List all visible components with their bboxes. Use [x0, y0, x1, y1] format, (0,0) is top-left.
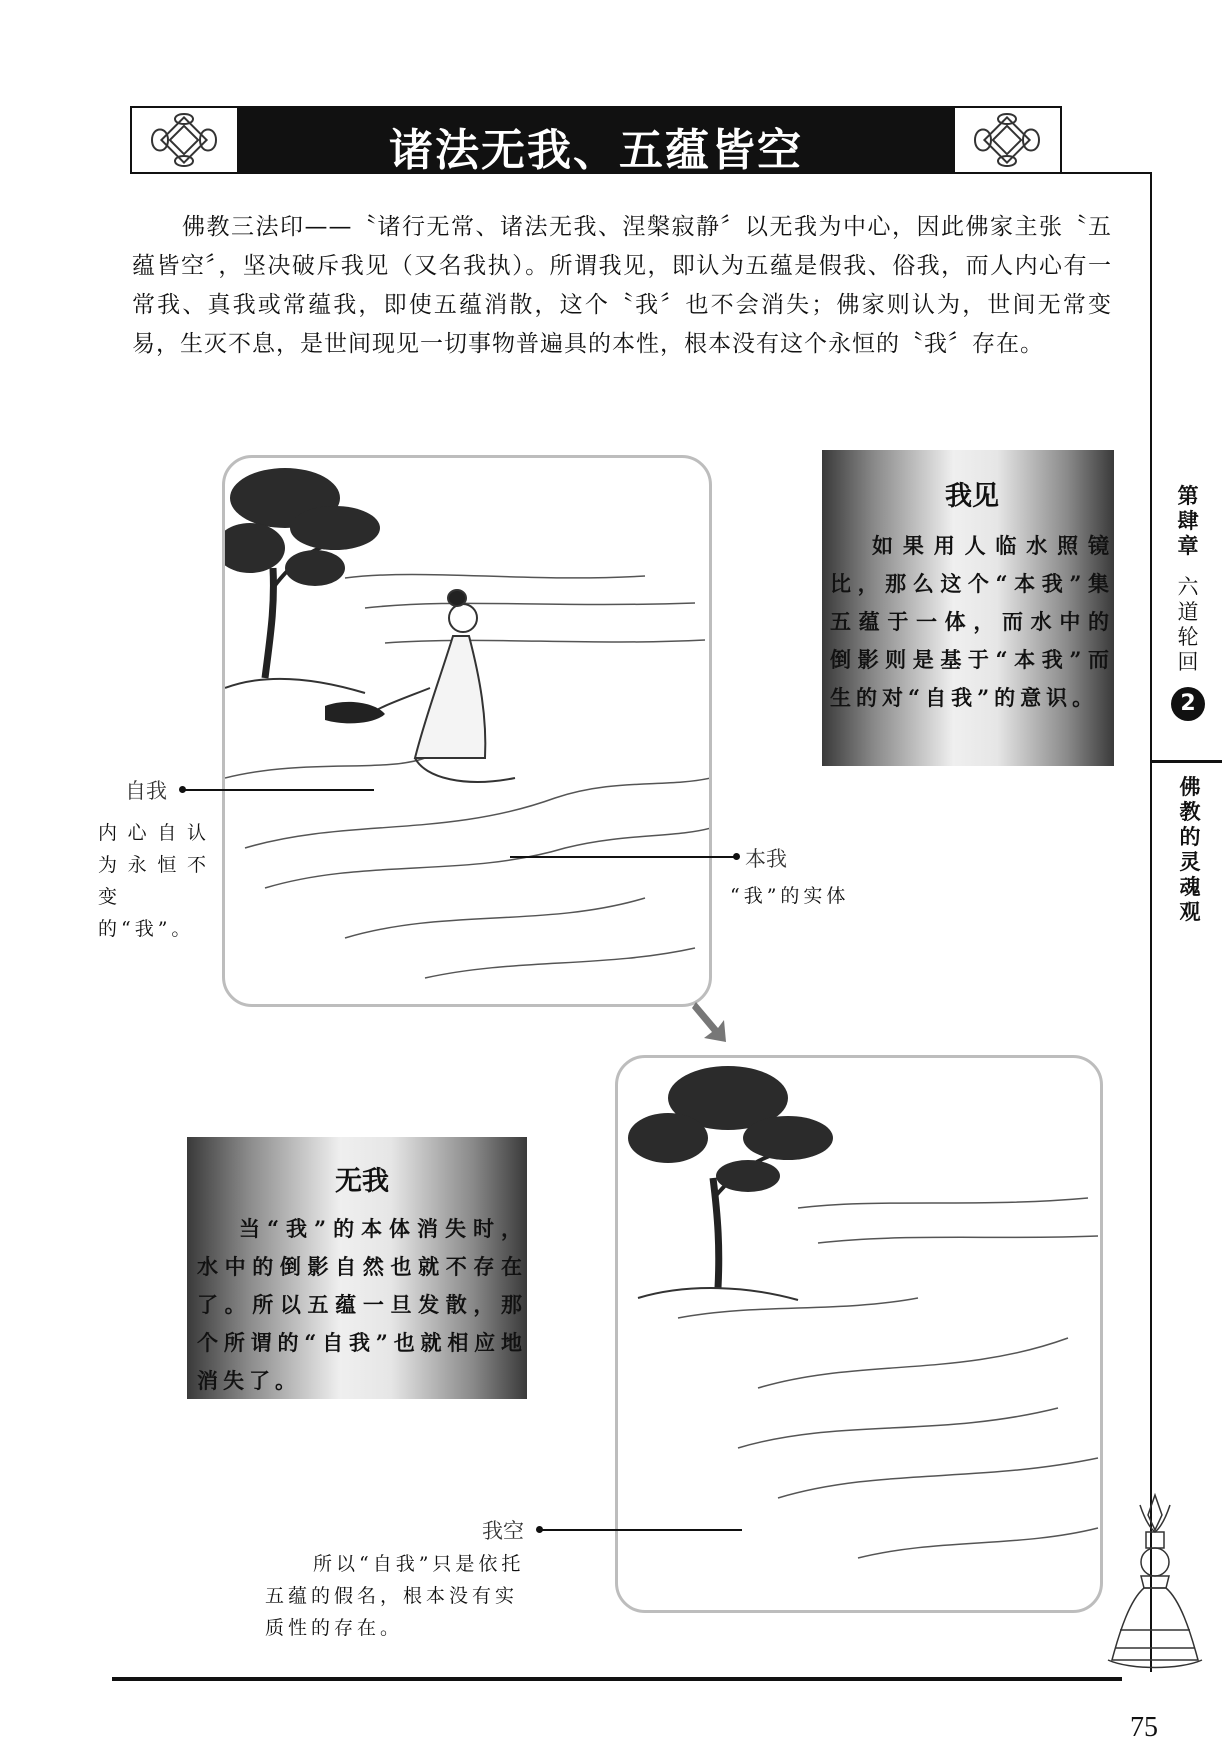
label-benwo-note: “我”的实体 [730, 885, 850, 907]
page-frame-top-rule [1060, 172, 1152, 174]
endless-knot-right-icon [955, 108, 1060, 172]
sidebar-box-text: 当“我”的本体消失时，水中的倒影自然也就不存在了。所以五蕴一旦发散，那个所谓的“自我”也就相应地消失了。 [197, 1216, 527, 1393]
label-pointer-dot [733, 853, 740, 860]
label-wokong-note: 所以“自我”只是依托五蕴的假名，根本没有实质性的存在。 [265, 1553, 525, 1639]
sidebar-box-text: 如果用人临水照镜比，那么这个“本我”集五蕴于一体，而水中的倒影则是基于“本我”而生的对“自我”的意识。 [830, 533, 1114, 710]
bottom-rule [112, 1677, 1122, 1681]
illustration-reflection [222, 455, 712, 1007]
arrow-down-right-icon [692, 998, 732, 1046]
label-ziwo: 自我 [125, 779, 167, 803]
label-pointer-line [184, 789, 374, 791]
title-banner [130, 106, 1062, 174]
label-pointer-line [542, 1529, 742, 1531]
chapter-tab-divider [1152, 760, 1222, 763]
page-number: 75 [1130, 1712, 1158, 1743]
sidebar-box-title: 无我 [335, 1166, 389, 1197]
chapter-title: 六道轮回 [1177, 575, 1199, 674]
label-pointer-line [510, 856, 735, 858]
chapter-number-badge: 2 [1171, 687, 1205, 721]
label-benwo: 本我 [745, 847, 787, 871]
sidebar-box-wuwo [187, 1137, 527, 1399]
label-ziwo-note: 内心自认为永恒不变的“我”。 [98, 822, 210, 940]
section-title: 佛教的灵魂观 [1179, 775, 1201, 924]
endless-knot-left-icon [132, 108, 237, 172]
intro-paragraph: 佛教三法印——〝诸行无常、诸法无我、涅槃寂静〞以无我为中心，因此佛家主张〝五蕴皆空〞，坚决破斥我见（又名我执）。所谓我见，即认为五蕴是假我、俗我，而人内心有一常我、真我或常蕴我，即使五蕴消散，这个〝我〞也不会消失；佛家则认为，世间无常变易，生灭不息，是世间现见一切事物普遍具的本性，根本没有这个永恒的〝我〞存在。 [132, 214, 1112, 357]
sidebar-box-wojian [822, 450, 1114, 766]
vajra-bell-icon [1100, 1490, 1210, 1680]
chapter-tab [1158, 484, 1218, 727]
sidebar-box-title: 我见 [945, 481, 999, 512]
label-wokong: 我空 [482, 1519, 524, 1543]
page-title: 诸法无我、五蕴皆空 [389, 125, 803, 176]
chapter-label: 第肆章 [1177, 484, 1199, 558]
page-frame-right-rule [1150, 172, 1152, 1672]
